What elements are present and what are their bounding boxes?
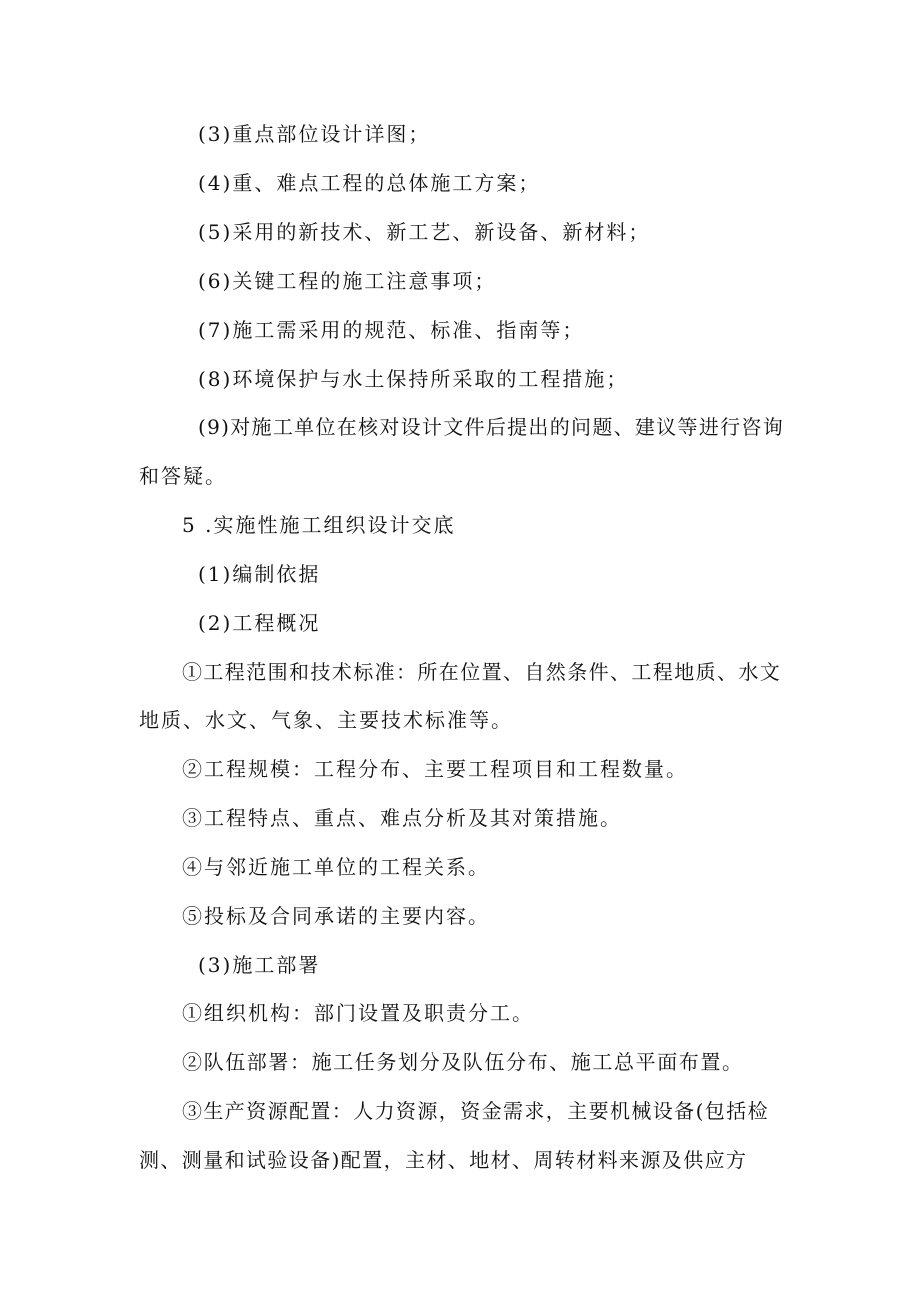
deployment-item-3-line-2: 测、测量和试验设备)配置，主材、地材、周转材料来源及供应方: [139, 1148, 748, 1172]
deployment-item-1: ①组织机构：部门设置及职责分工。: [182, 1001, 534, 1025]
circled-item-1-line-2: 地质、水文、气象、主要技术标准等。: [139, 708, 513, 732]
paragraph-item-9-line-1: (9)对施工单位在核对设计文件后提出的问题、建议等进行咨询: [198, 415, 785, 439]
subsection-heading-1: (1)编制依据: [198, 562, 321, 586]
circled-item-5: ⑤投标及合同承诺的主要内容。: [182, 904, 490, 928]
deployment-item-2: ②队伍部署：施工任务划分及队伍分布、施工总平面布置。: [182, 1050, 744, 1074]
deployment-item-3-line-1: ③生产资源配置：人力资源，资金需求，主要机械设备(包括检: [182, 1099, 770, 1123]
paragraph-item-5: (5)采用的新技术、新工艺、新设备、新材料；: [198, 220, 651, 244]
circled-item-3: ③工程特点、重点、难点分析及其对策措施。: [182, 806, 622, 830]
paragraph-item-9-line-2: 和答疑。: [139, 464, 227, 488]
circled-item-2: ②工程规模：工程分布、主要工程项目和工程数量。: [182, 757, 688, 781]
paragraph-item-4: (4)重、难点工程的总体施工方案；: [198, 171, 541, 195]
paragraph-item-3: (3)重点部位设计详图；: [198, 122, 431, 146]
section-heading-5: 5 .实施性施工组织设计交底: [182, 513, 456, 537]
circled-item-4: ④与邻近施工单位的工程关系。: [182, 855, 490, 879]
paragraph-item-6: (6)关键工程的施工注意事项；: [198, 269, 497, 293]
paragraph-item-7: (7)施工需采用的规范、标准、指南等；: [198, 318, 585, 342]
circled-item-1-line-1: ①工程范围和技术标准：所在位置、自然条件、工程地质、水文: [182, 660, 782, 684]
subsection-heading-2: (2)工程概况: [198, 611, 321, 635]
paragraph-item-8: (8)环境保护与水土保持所采取的工程措施；: [198, 367, 629, 391]
subsection-heading-3: (3)施工部署: [198, 953, 321, 977]
